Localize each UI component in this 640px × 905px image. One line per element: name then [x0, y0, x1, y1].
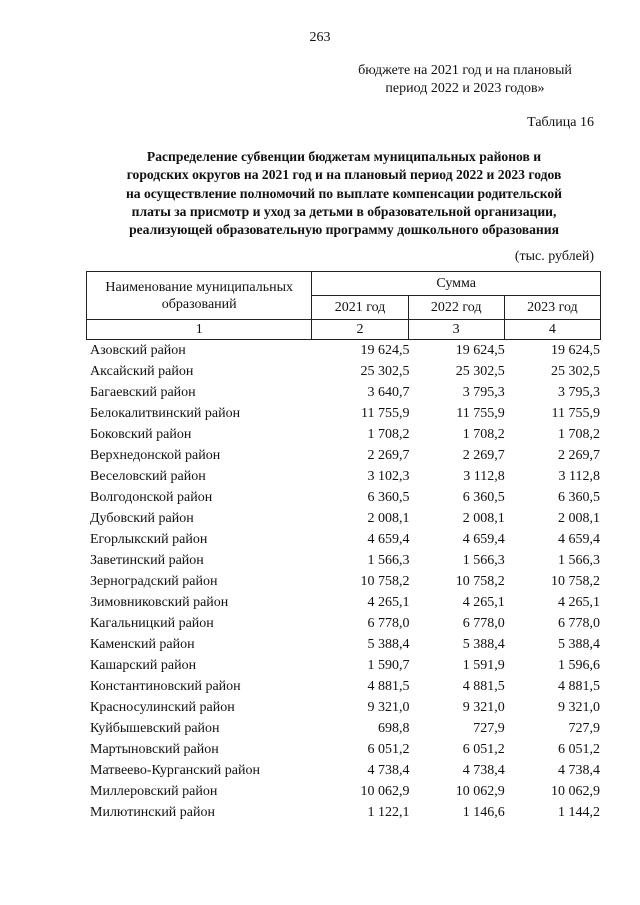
table-row — [90, 676, 600, 697]
value-2021-cell: 4 659,4 — [367, 532, 410, 547]
page-number: 263 — [309, 30, 331, 45]
value-2023-cell: 11 755,9 — [551, 406, 600, 421]
district-name-cell: Азовский район — [90, 343, 186, 358]
table-label: Таблица 16 — [527, 115, 594, 130]
col-number: 4 — [504, 320, 600, 340]
value-2022-cell: 6 360,5 — [462, 490, 505, 505]
value-2023-cell: 727,9 — [568, 721, 600, 736]
heading-line: бюджете на 2021 год и на плановый — [358, 63, 572, 78]
district-name-cell: Каменский район — [90, 637, 195, 652]
value-2022-cell: 4 659,4 — [462, 532, 505, 547]
value-2021-cell: 11 755,9 — [361, 406, 410, 421]
value-2021-cell: 9 321,0 — [367, 700, 410, 715]
table-row — [90, 361, 600, 382]
value-2023-cell: 4 738,4 — [558, 763, 600, 778]
district-name-cell: Волгодонской район — [90, 490, 213, 505]
value-2021-cell: 4 881,5 — [367, 679, 410, 694]
year-header: 2021 год — [312, 296, 408, 320]
table-row — [90, 508, 600, 529]
value-2022-cell: 9 321,0 — [462, 700, 505, 715]
table-row — [90, 655, 600, 676]
value-2022-cell: 1 146,6 — [462, 805, 505, 820]
year-header: 2022 год — [408, 296, 504, 320]
year-header: 2023 год — [504, 296, 600, 320]
title-line: платы за присмотр и уход за детьми в образовательной организации, — [131, 203, 557, 219]
table-row — [90, 487, 600, 508]
value-2023-cell: 25 302,5 — [551, 364, 600, 379]
value-2022-cell: 19 624,5 — [455, 343, 505, 358]
value-2022-cell: 3 795,3 — [462, 385, 505, 400]
district-name-cell: Егорлыкский район — [90, 532, 208, 547]
value-2021-cell: 10 758,2 — [360, 574, 410, 589]
district-name-cell: Миллеровский район — [90, 784, 218, 799]
value-2023-cell: 1 566,3 — [558, 553, 600, 568]
value-2022-cell: 727,9 — [473, 721, 505, 736]
district-name-cell: Боковский район — [90, 427, 192, 442]
table-row — [90, 382, 600, 403]
table-row — [90, 718, 600, 739]
value-2023-cell: 6 778,0 — [558, 616, 600, 631]
value-2023-cell: 3 112,8 — [558, 469, 600, 484]
value-2023-cell: 2 269,7 — [558, 448, 600, 463]
table-row — [90, 403, 600, 424]
value-2021-cell: 2 269,7 — [367, 448, 410, 463]
district-name-cell: Красносулинский район — [90, 700, 235, 715]
value-2022-cell: 1 566,3 — [462, 553, 505, 568]
table-row — [90, 445, 600, 466]
value-2021-cell: 19 624,5 — [360, 343, 410, 358]
value-2023-cell: 10 758,2 — [551, 574, 600, 589]
table-row — [90, 613, 600, 634]
value-2022-cell: 1 708,2 — [462, 427, 505, 442]
table-row — [90, 466, 600, 487]
value-2022-cell: 2 269,7 — [462, 448, 505, 463]
district-name-cell: Милютинский район — [90, 805, 216, 820]
value-2022-cell: 10 062,9 — [455, 784, 505, 799]
table-row — [90, 340, 600, 361]
table-row — [90, 802, 600, 823]
district-name-cell: Багаевский район — [90, 385, 196, 400]
table-row — [90, 697, 600, 718]
col-name-header: Наименование муниципальных образований — [87, 272, 312, 320]
value-2022-cell: 4 738,4 — [462, 763, 505, 778]
title-line: Распределение субвенции бюджетам муниципальных районов и — [146, 149, 542, 164]
value-2023-cell: 2 008,1 — [558, 511, 600, 526]
value-2022-cell: 4 265,1 — [462, 595, 505, 610]
table-row — [90, 529, 600, 550]
value-2023-cell: 19 624,5 — [551, 343, 600, 358]
units-note: (тыс. рублей) — [514, 249, 594, 264]
table-title — [88, 148, 600, 239]
col-number: 2 — [312, 320, 408, 340]
district-name-cell: Веселовский район — [90, 469, 206, 484]
value-2022-cell: 6 778,0 — [462, 616, 505, 631]
value-2023-cell: 5 388,4 — [558, 637, 600, 652]
value-2021-cell: 1 566,3 — [367, 553, 410, 568]
district-name-cell: Кагальницкий район — [90, 616, 214, 631]
district-name-cell: Зимовниковский район — [90, 595, 229, 610]
title-line: городских округов на 2021 год и на плановый период 2022 и 2023 годов — [126, 167, 562, 183]
value-2023-cell: 3 795,3 — [558, 385, 600, 400]
heading-line: период 2022 и 2023 годов» — [385, 81, 545, 96]
value-2021-cell: 25 302,5 — [360, 364, 410, 379]
value-2022-cell: 10 758,2 — [455, 574, 505, 589]
value-2023-cell: 1 596,6 — [558, 658, 600, 673]
value-2021-cell: 6 051,2 — [367, 742, 410, 757]
col-number: 1 — [87, 320, 312, 340]
district-name-cell: Матвеево-Курганский район — [90, 763, 260, 778]
col-number: 3 — [408, 320, 504, 340]
value-2023-cell: 9 321,0 — [558, 700, 600, 715]
title-line: реализующей образовательную программу дошкольного образования — [129, 222, 559, 238]
value-2023-cell: 6 360,5 — [558, 490, 600, 505]
value-2021-cell: 3 640,7 — [367, 385, 410, 400]
value-2022-cell: 3 112,8 — [463, 469, 505, 484]
district-name-cell: Дубовский район — [90, 511, 194, 526]
district-name-cell: Мартыновский район — [90, 742, 219, 757]
value-2023-cell: 4 881,5 — [558, 679, 600, 694]
value-2023-cell: 4 265,1 — [558, 595, 600, 610]
table-row — [90, 634, 600, 655]
district-name-cell: Заветинский район — [90, 553, 204, 568]
table-body — [90, 340, 600, 823]
district-name-cell: Зерноградский район — [90, 574, 218, 589]
value-2021-cell: 1 122,1 — [367, 805, 410, 820]
table-row — [90, 592, 600, 613]
table-row — [90, 760, 600, 781]
value-2021-cell: 1 708,2 — [367, 427, 410, 442]
table-row — [90, 781, 600, 802]
document-heading — [340, 62, 590, 98]
district-name-cell: Константиновский район — [90, 679, 241, 694]
district-name-cell: Белокалитвинский район — [90, 406, 241, 421]
value-2022-cell: 1 591,9 — [462, 658, 505, 673]
value-2021-cell: 6 778,0 — [367, 616, 410, 631]
value-2022-cell: 11 755,9 — [456, 406, 505, 421]
table-header — [86, 271, 601, 340]
table-row — [90, 739, 600, 760]
table-row — [90, 550, 600, 571]
title-line: на осуществление полномочий по выплате компенсации родительской — [125, 185, 563, 201]
value-2022-cell: 5 388,4 — [462, 637, 505, 652]
value-2022-cell: 6 051,2 — [462, 742, 505, 757]
value-2023-cell: 1 144,2 — [558, 805, 600, 820]
district-name-cell: Куйбышевский район — [90, 721, 220, 736]
value-2021-cell: 2 008,1 — [367, 511, 410, 526]
district-name-cell: Аксайский район — [90, 364, 194, 379]
value-2022-cell: 4 881,5 — [462, 679, 505, 694]
value-2021-cell: 6 360,5 — [367, 490, 410, 505]
value-2022-cell: 2 008,1 — [462, 511, 505, 526]
value-2021-cell: 4 265,1 — [367, 595, 410, 610]
value-2021-cell: 4 738,4 — [367, 763, 410, 778]
sum-header: Сумма — [312, 272, 601, 296]
value-2023-cell: 6 051,2 — [558, 742, 600, 757]
district-name-cell: Кашарский район — [90, 658, 197, 673]
value-2021-cell: 698,8 — [378, 721, 410, 736]
value-2021-cell: 1 590,7 — [367, 658, 410, 673]
table-row — [90, 571, 600, 592]
district-name-cell: Верхнедонской район — [90, 448, 221, 463]
value-2021-cell: 10 062,9 — [360, 784, 410, 799]
value-2022-cell: 25 302,5 — [455, 364, 505, 379]
value-2021-cell: 5 388,4 — [367, 637, 410, 652]
table-row — [90, 424, 600, 445]
value-2023-cell: 1 708,2 — [558, 427, 600, 442]
value-2023-cell: 4 659,4 — [558, 532, 600, 547]
value-2023-cell: 10 062,9 — [551, 784, 600, 799]
value-2021-cell: 3 102,3 — [367, 469, 410, 484]
